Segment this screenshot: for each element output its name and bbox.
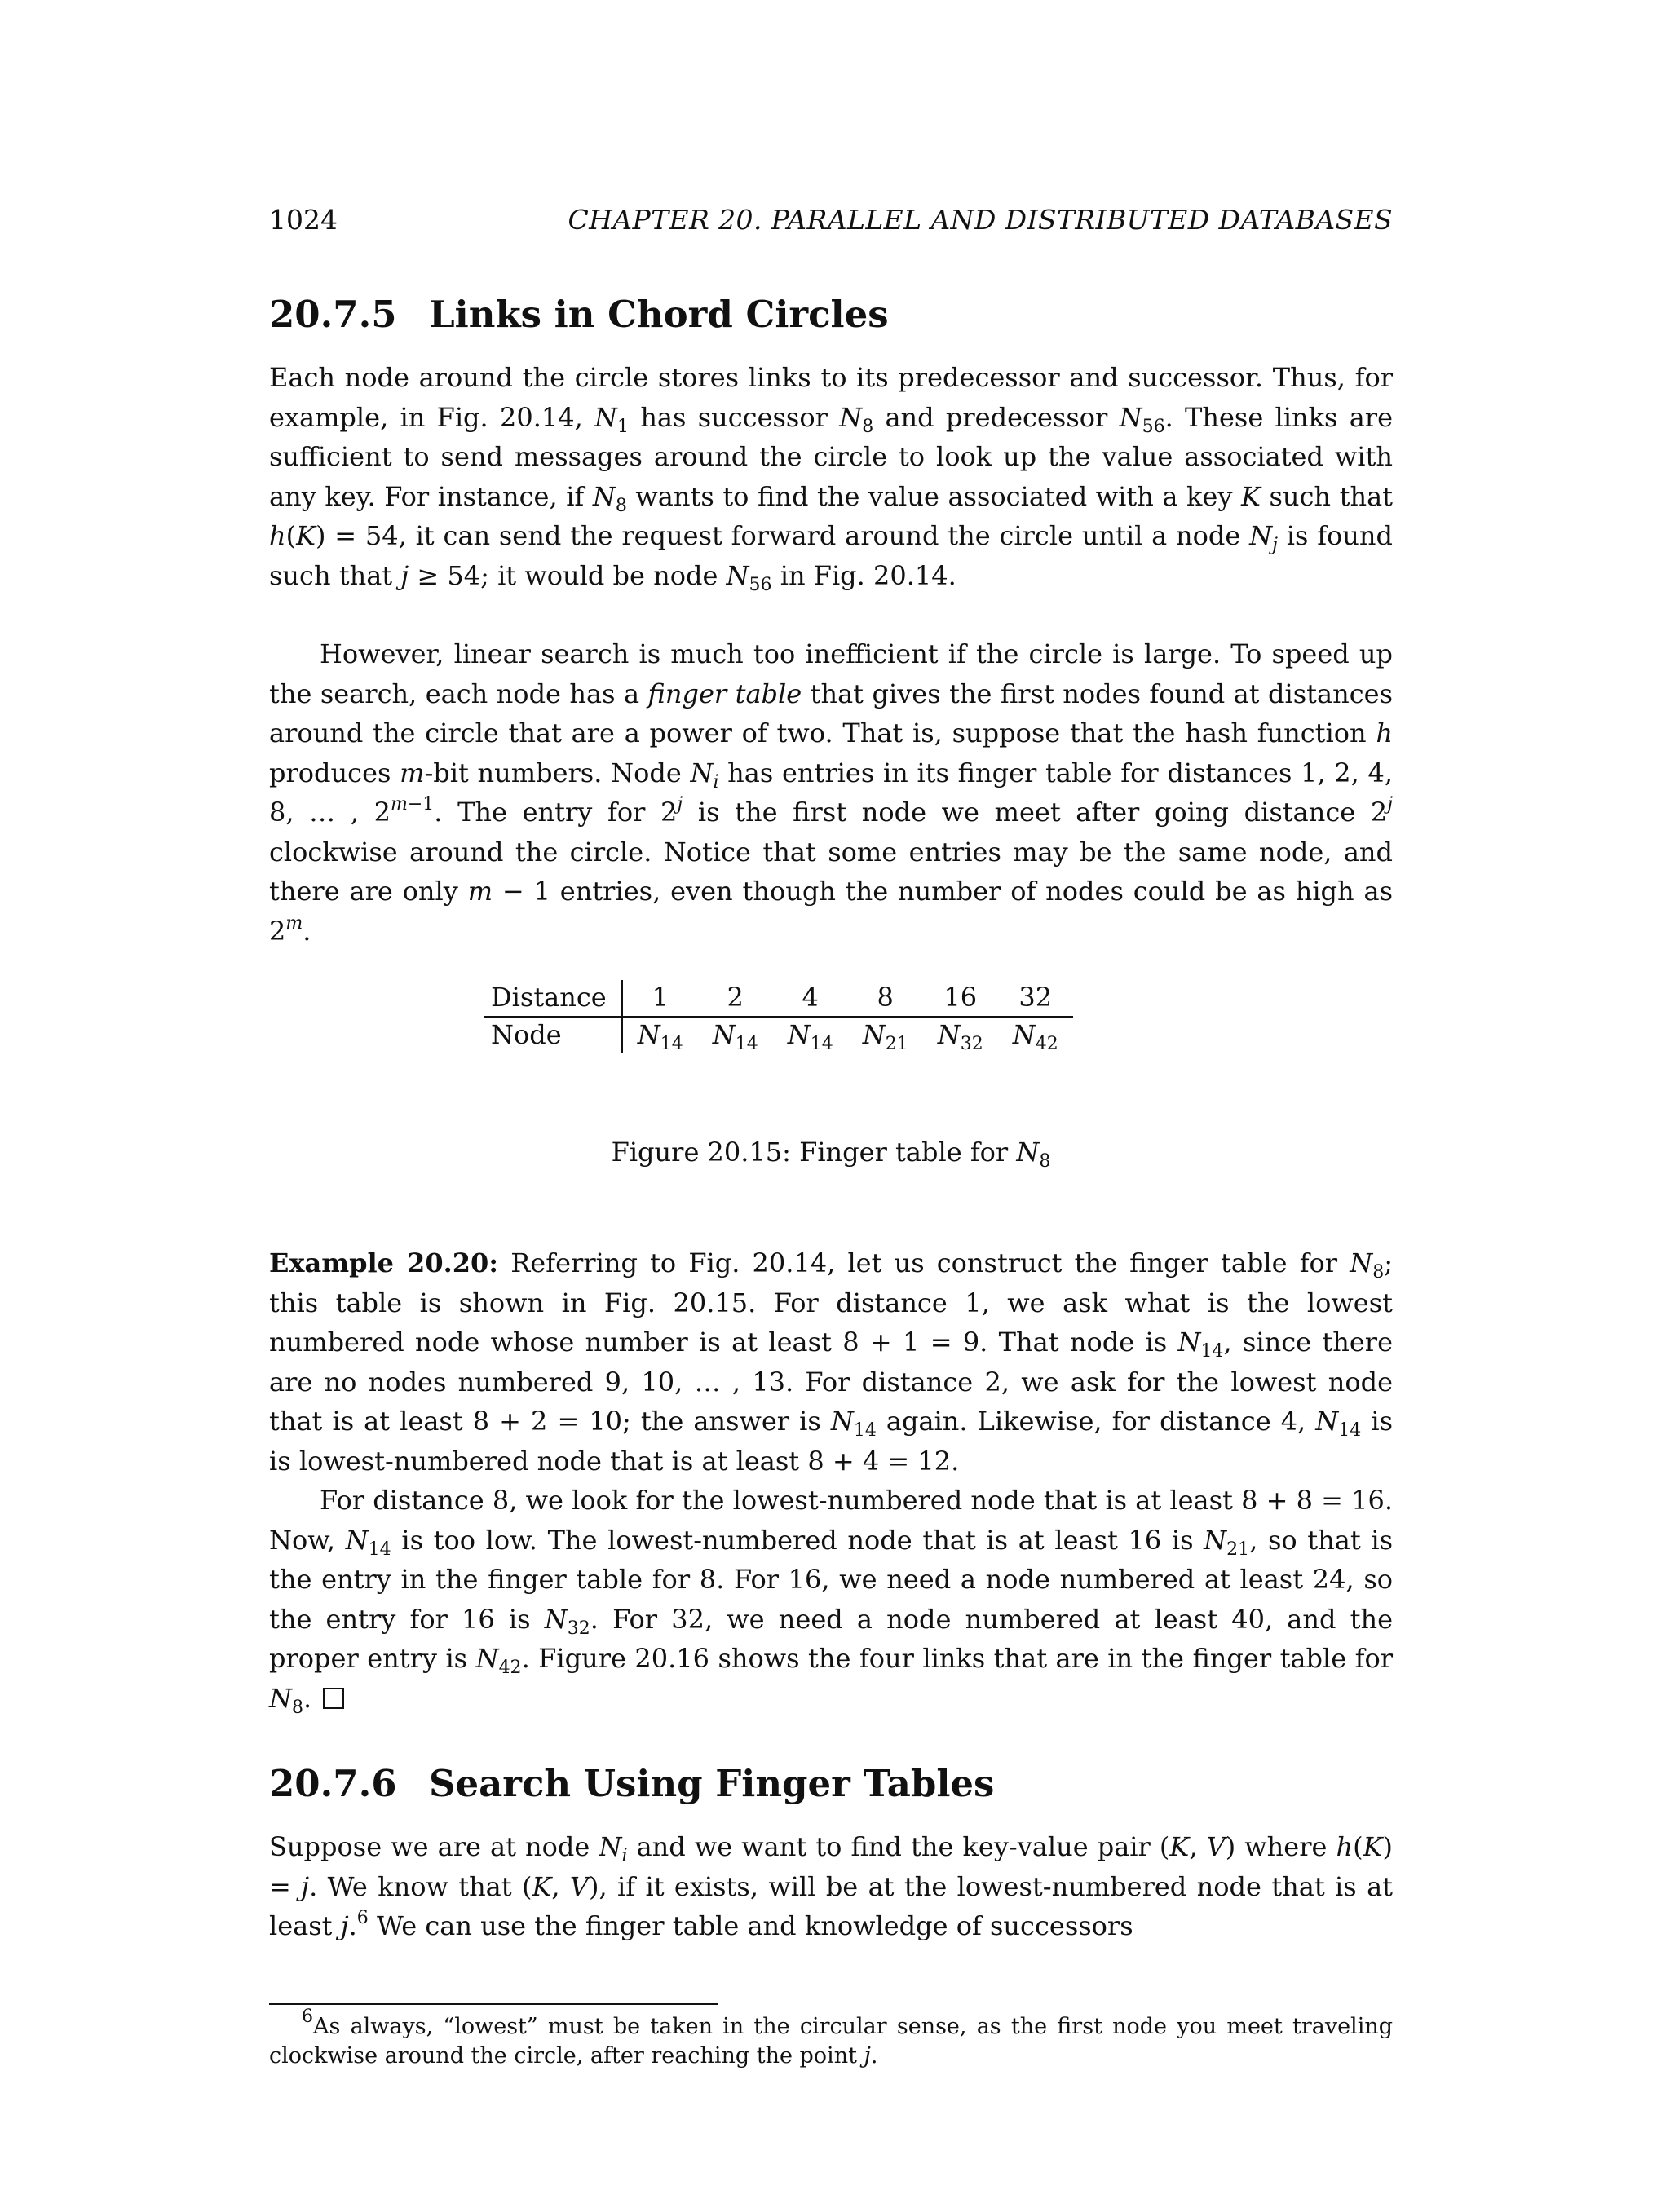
section-number: 20.7.5 [269, 293, 397, 336]
distance-label: Distance [484, 980, 622, 1017]
paragraph-4: Suppose we are at node $N_i$ and we want to find the key-value pair (K, V) where h(K) = j. We know that (K, V), if it exists, will be at the lowest-numbered node that is at least j.$^6$ We can use the finger table and knowledge of successors [269, 1831, 1394, 1941]
node-cell: $N_{32}$ [937, 1019, 983, 1054]
page-number: 1024 [269, 204, 338, 236]
distance-cell: 16 [923, 980, 998, 1017]
section-title: Links in Chord Circles [429, 293, 889, 336]
distance-cell: 4 [773, 980, 848, 1017]
distance-cell: 32 [998, 980, 1073, 1017]
node-label: Node [484, 1017, 622, 1053]
paragraph-3: For distance 8, we look for the lowest-numbered node that is at least 8 + 8 = 16. Now, $N_{14}$ is too low. The lowest-numbered node that is at least 16 is $N_{21}$, so that is the entry in the finger table for 8. For 16, we need a node numbered at least 24, so the entry for 16 is $N_{32}$. For 32, we need a node numbered at least 40, and the proper entry is $N_{42}$. Figure 20.16 shows the four links that are in the finger table for $N_8$. [269, 1485, 1394, 1718]
section-heading-links [269, 292, 1393, 338]
example-paragraph: Example 20.20: Referring to Fig. 20.14, let us construct the finger table for $N_8$; this table is shown in Fig. 20.15. For distance 1, we ask what is the lowest numbered node whose number is at least 8 + 1 = 9. That node is $N_{14}$, since there are no nodes numbered 9, 10, … , 13. For distance 2, we ask for the lowest node that is at least 8 + 2 = 10; the answer is $N_{14}$ again. Likewise, for distance 4, $N_{14}$ is is lowest-numbered node that is at least 8 + 4 = 12. [269, 1247, 1394, 1477]
footnote: $^6$As always, “lowest” must be taken in the circular sense, as the first node you meet traveling clockwise around the circle, after reaching the point j. [269, 2007, 1393, 2069]
finger-table-row-distance [484, 980, 1073, 1017]
node-cell: $N_{42}$ [1012, 1019, 1058, 1054]
footnote-rule [269, 2003, 718, 2005]
paragraph-2: However, linear search is much too inefficient if the circle is large. To speed up the search, each node has a finger table that gives the first nodes found at distances around the circle that are a power of two. That is, suppose that the hash function h produces m-bit numbers. Node $N_i$ has entries in its finger table for distances 1, 2, 4, 8, … , $2^{m-1}$. The entry for 2$^j$ is the first node we meet after going distance 2$^j$ clockwise around the circle. Notice that some entries may be the same node, and there are only m − 1 entries, even though the number of nodes could be as high as 2$^m$. [269, 638, 1394, 947]
chapter-title: CHAPTER 20. PARALLEL AND DISTRIBUTED DATABASES [568, 204, 1393, 236]
section-heading-search [269, 1761, 1393, 1807]
distance-cell: 8 [848, 980, 923, 1017]
section-title: Search Using Finger Tables [429, 1762, 995, 1805]
end-of-example-box [323, 1688, 344, 1709]
footnote-ref: 6 [356, 1908, 369, 1928]
node-cell: $N_{14}$ [787, 1019, 833, 1054]
figure-caption: Figure 20.15: Finger table for $N_8$ [611, 1137, 1051, 1172]
node-cell: $N_{14}$ [712, 1019, 758, 1054]
node-cell: $N_{14}$ [637, 1019, 683, 1054]
distance-cell: 1 [622, 980, 698, 1017]
paragraph-1: Each node around the circle stores links to its predecessor and successor. Thus, for example, in Fig. 20.14, $N_1$ has successor $N_8$ and predecessor $N_{56}$. These links are sufficient to send messages around the circle to look up the value associated with any key. For instance, if $N_8$ wants to find the value associated with a key K such that h(K) = 54, it can send the request forward around the circle until a node $N_j$ is found such that j ≥ 54; it would be node $N_{56}$ in Fig. 20.14. [269, 362, 1394, 595]
example-label: Example 20.20: [269, 1247, 499, 1278]
finger-table [484, 980, 1073, 1053]
distance-cell: 2 [698, 980, 773, 1017]
finger-table-row-node [484, 1017, 1073, 1053]
node-cell: $N_{21}$ [862, 1019, 908, 1054]
section-number: 20.7.6 [269, 1762, 397, 1805]
